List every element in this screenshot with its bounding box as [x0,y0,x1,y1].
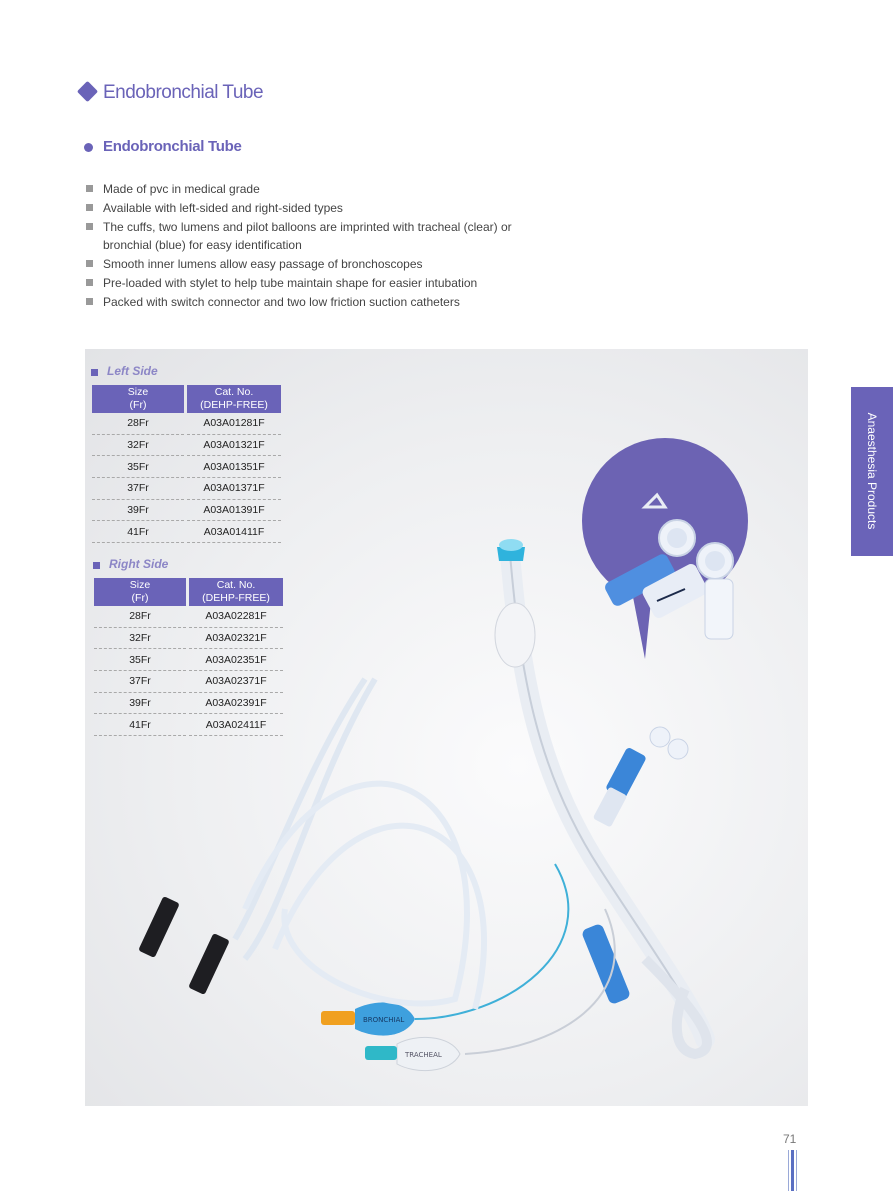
feature-item: Made of pvc in medical grade [86,180,543,199]
table-row: 28Fr A03A01281F [92,413,281,435]
side-tab-label: Anaesthesia Products [865,412,879,530]
left-side-table [89,385,284,543]
pilot-line-blue [415,864,568,1019]
pilot-balloon-blue [321,1002,415,1035]
table-row: 32Fr A03A01321F [92,435,281,457]
table-row: 32Fr A03A02321F [94,628,283,650]
column-header-cat: Cat. No. (DEHP-FREE) [189,578,283,606]
zoom-pointer [633,597,651,659]
square-bullet-icon [86,204,93,211]
table-row: 35Fr A03A01351F [92,456,281,478]
table-row: 37Fr A03A01371F [92,478,281,500]
right-side-table [91,578,286,736]
switch-connector [593,727,688,828]
square-bullet-icon [86,185,93,192]
table-row: 39Fr A03A02391F [94,693,283,715]
column-header-cat: Cat. No. (DEHP-FREE) [187,385,281,413]
page-title: Endobronchial Tube [103,82,264,103]
feature-list [86,180,543,312]
column-header-size: Size (Fr) [94,578,186,606]
square-bullet-icon [86,279,93,286]
feature-item: Smooth inner lumens allow easy passage of bronchoscopes [86,255,543,274]
svg-text:TRACHEAL: TRACHEAL [405,1051,442,1059]
table-row: 41Fr A03A01411F [92,521,281,543]
table-row: 35Fr A03A02351F [94,649,283,671]
square-bullet-icon [86,223,93,230]
feature-item: Packed with switch connector and two low friction suction catheters [86,293,543,312]
endobronchial-tube [495,539,707,1054]
column-header-size: Size (Fr) [92,385,184,413]
svg-text:BRONCHIAL: BRONCHIAL [363,1016,405,1024]
square-bullet-icon [86,298,93,305]
product-panel [85,349,808,1106]
bullet-dot-icon [84,143,93,152]
section-title: Endobronchial Tube [103,138,242,155]
pilot-balloon-clear [365,1037,460,1070]
feature-item: The cuffs, two lumens and pilot balloons are imprinted with tracheal (clear) or bronchial (blue) for easy identification [86,218,543,256]
page-number: 71 [783,1132,797,1146]
page-bar-decoration [788,1150,797,1191]
table-row: 37Fr A03A02371F [94,671,283,693]
feature-item: Pre-loaded with stylet to help tube maintain shape for easier intubation [86,274,543,293]
left-side-label: Left Side [107,364,158,378]
table-row: 28Fr A03A02281F [94,606,283,628]
table-row: 39Fr A03A01391F [92,500,281,522]
right-side-label: Right Side [109,557,169,571]
title-diamond-icon [77,81,98,102]
section-square-icon [91,369,98,376]
feature-item: Available with left-sided and right-sided types [86,199,543,218]
table-row: 41Fr A03A02411F [94,714,283,736]
section-square-icon [93,562,100,569]
square-bullet-icon [86,260,93,267]
